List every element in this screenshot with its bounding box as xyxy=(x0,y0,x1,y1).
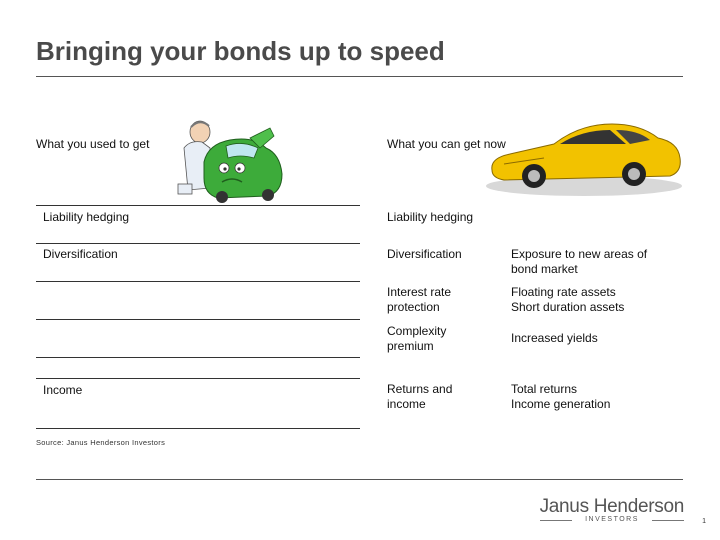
left-column-header: What you used to get xyxy=(36,137,150,151)
right-row-detail: Exposure to new areas of bond market xyxy=(511,247,648,276)
right-row-label: Complexity premium xyxy=(387,324,447,353)
right-row-detail: Floating rate assets Short duration assets xyxy=(511,285,625,314)
page-number: 1 xyxy=(702,518,706,525)
logo-tagline-text: INVESTORS xyxy=(585,516,639,523)
left-divider-6 xyxy=(36,378,360,379)
company-logo: Janus Henderson xyxy=(539,496,684,517)
right-row-label: Interest rate protection xyxy=(387,285,452,314)
left-divider-5 xyxy=(36,357,360,358)
slide-title: Bringing your bonds up to speed xyxy=(36,36,445,66)
left-divider-4 xyxy=(36,319,360,320)
left-item-diversification: Diversification xyxy=(43,247,118,261)
right-row-label: Diversification xyxy=(387,247,462,261)
title-divider xyxy=(36,76,683,77)
sports-car-icon xyxy=(484,118,684,198)
left-item-liability-hedging: Liability hedging xyxy=(43,210,130,224)
left-divider-7 xyxy=(36,428,360,429)
left-divider-3 xyxy=(36,281,360,282)
right-row-detail: Increased yields xyxy=(511,331,598,345)
right-row-label: Liability hedging xyxy=(387,210,474,224)
company-logo-tagline xyxy=(540,516,684,526)
footer-divider xyxy=(36,479,683,480)
left-item-income: Income xyxy=(43,383,83,397)
source-note: Source: Janus Henderson Investors xyxy=(36,438,166,447)
left-divider-1 xyxy=(36,205,360,206)
right-row-detail: Total returns Income generation xyxy=(511,382,611,411)
right-column-header: What you can get now xyxy=(387,137,506,151)
right-row-label: Returns and income xyxy=(387,382,453,411)
broken-car-mechanic-icon xyxy=(170,118,290,204)
left-divider-2 xyxy=(36,243,360,244)
